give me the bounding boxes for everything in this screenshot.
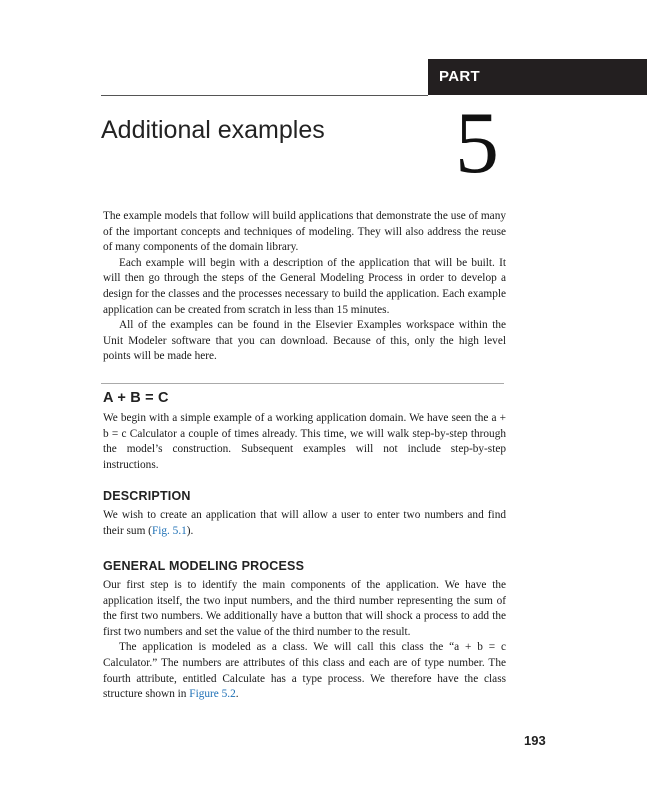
- figure-5-2-link[interactable]: Figure 5.2: [189, 688, 236, 701]
- gmp-paragraph-2: The application is modeled as a class. We will call this class the “a + b = c Calculator.” The numbers are attributes of this class and each are of type number. The fourth attribute, entitled Calculate has a type process. We therefore have the class structure shown in Figure 5.2.: [103, 641, 506, 701]
- chapter-title: Additional examples: [101, 116, 325, 144]
- section-divider: [101, 383, 504, 384]
- part-number: 5: [455, 95, 499, 192]
- intro-section: [103, 209, 506, 365]
- description-heading: DESCRIPTION: [103, 489, 191, 503]
- intro-paragraph-2: Each example will begin with a description of the application that will be built. It will then go through the steps of the General Modeling Process in order to develop a design for the classes and the processes necessary to build the application. Each example application can be created from scratch in less than 15 minutes.: [103, 256, 506, 316]
- section-description: [103, 489, 506, 539]
- section-abc: [103, 390, 506, 473]
- intro-paragraph-1: The example models that follow will build applications that demonstrate the use of many of the important concepts and techniques of modeling. They will also address the reuse of many components of the domain library.: [103, 210, 506, 254]
- gmp-paragraph-1: Our first step is to identify the main components of the application. We have the application itself, the two input numbers, and the third number representing the sum of the first two numbers. We additionally have a button that will shock a process to add the first two numbers and set the value of the third number to the result.: [103, 579, 506, 638]
- part-label: PART: [428, 59, 647, 95]
- intro-paragraph-3: All of the examples can be found in the Elsevier Examples workspace within the Unit Modeler software that you can download. Because of this, only the high level points will be made here.: [103, 319, 506, 363]
- header-rule: [101, 95, 428, 96]
- section-general-modeling-process: [103, 559, 506, 703]
- page-number: 193: [524, 733, 546, 748]
- gmp-heading: GENERAL MODELING PROCESS: [103, 559, 305, 573]
- section-abc-paragraph: We begin with a simple example of a working application domain. We have seen the a + b = c Calculator a couple of times already. This time, we will walk step-by-step through the model’s construction. Subsequent examples will not include step-by-step instructions.: [103, 412, 506, 471]
- description-paragraph: We wish to create an application that will allow a user to enter two numbers and find their sum (Fig. 5.1).: [103, 509, 506, 537]
- section-abc-heading: A + B = C: [103, 390, 169, 406]
- fig-5-1-link[interactable]: Fig. 5.1: [151, 524, 187, 537]
